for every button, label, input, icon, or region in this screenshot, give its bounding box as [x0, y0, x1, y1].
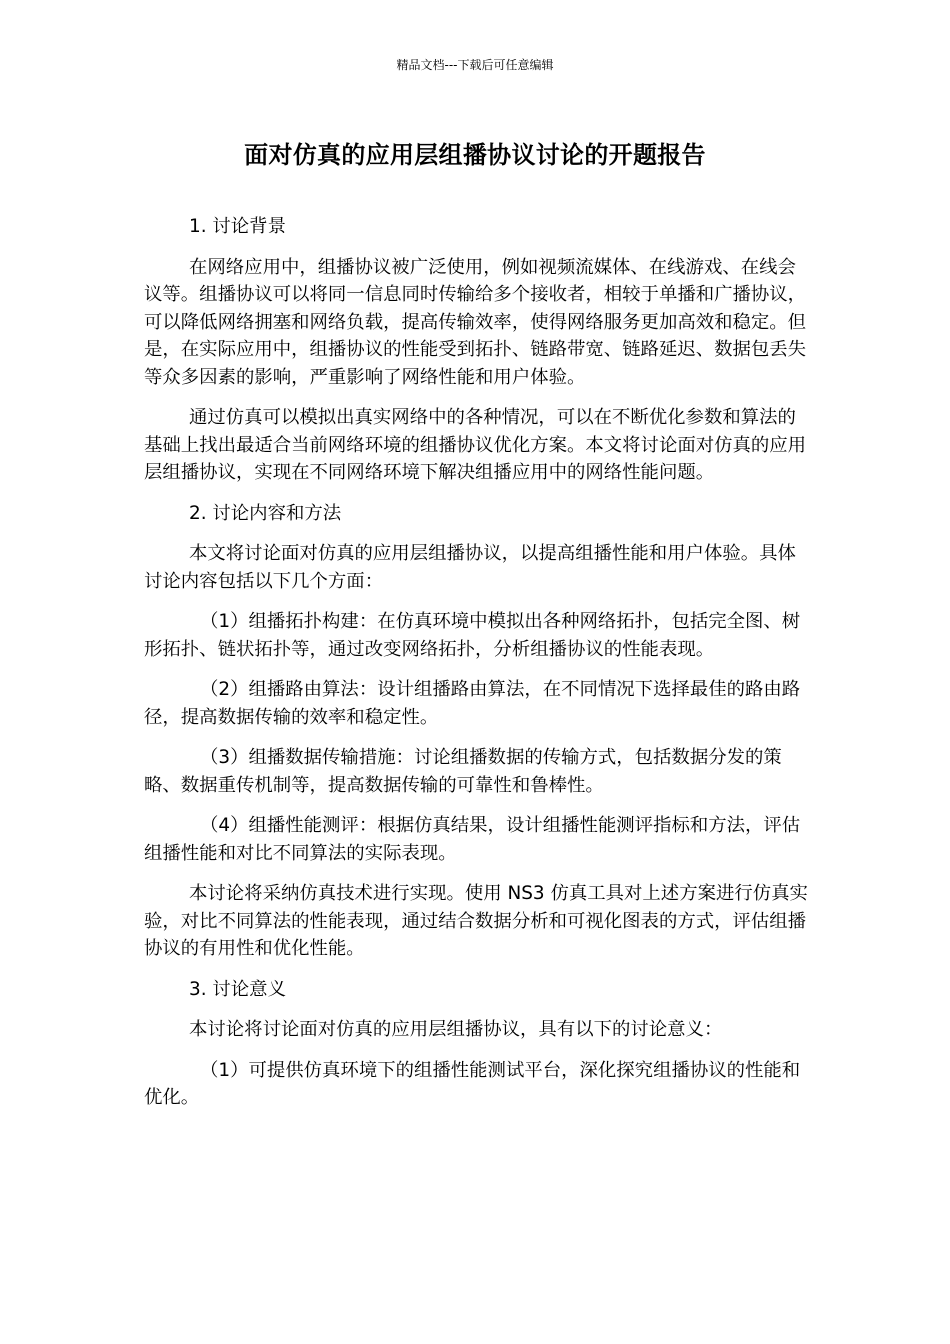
- page-header: 精品文档---下载后可任意编辑: [396, 58, 554, 72]
- list-item-evaluation: （4）组播性能测评：根据仿真结果，设计组播性能测评指标和方法，评估组播性能和对比不同算法的实际表现。: [144, 815, 801, 864]
- paragraph-significance-intro: 本讨论将讨论面对仿真的应用层组播协议，具有以下的讨论意义：: [189, 1019, 723, 1040]
- list-item-transmission: （3）组播数据传输措施：讨论组播数据的传输方式，包括数据分发的策略、数据重传机制等，提高数据传输的可靠性和鲁棒性。: [144, 747, 782, 796]
- section-heading-content-method: 2. 讨论内容和方法: [189, 502, 342, 524]
- section-heading-background: 1. 讨论背景: [189, 216, 286, 237]
- document-body: [144, 213, 808, 1125]
- document-title: 面对仿真的应用层组播协议讨论的开题报告: [244, 141, 706, 169]
- paragraph-background: 在网络应用中，组播协议被广泛使用，例如视频流媒体、在线游戏、在线会议等。组播协议可以将同一信息同时传输给多个接收者，相较于单播和广播协议，可以降低网络拥塞和网络负载，提高传输效率，使得网络服务更加高效和稳定。但是，在实际应用中，组播协议的性能受到拓扑、链路带宽、链路延迟、数据包丢失等众多因素的影响，严重影响了网络性能和用户体验。: [144, 256, 807, 388]
- list-item-significance-1: （1）可提供仿真环境下的组播性能测试平台，深化探究组播协议的性能和优化。: [144, 1059, 801, 1108]
- paragraph-content-intro: 本文将讨论面对仿真的应用层组播协议，以提高组播性能和用户体验。具体讨论内容包括以下几个方面：: [144, 543, 796, 592]
- list-item-routing: （2）组播路由算法：设计组播路由算法，在不同情况下选择最佳的路由路径，提高数据传输的效率和稳定性。: [144, 679, 801, 728]
- list-item-topology: （1）组播拓扑构建：在仿真环境中模拟出各种网络拓扑，包括完全图、树形拓扑、链状拓扑等，通过改变网络拓扑，分析组播协议的性能表现。: [144, 611, 801, 660]
- section-heading-significance: 3. 讨论意义: [189, 978, 286, 1000]
- paragraph-simulation: 通过仿真可以模拟出真实网络中的各种情况，可以在不断优化参数和算法的基础上找出最适合当前网络环境的组播协议优化方案。本文将讨论面对仿真的应用层组播协议，实现在不同网络环境下解决组播应用中的网络性能问题。: [144, 407, 807, 483]
- paragraph-method: 本讨论将采纳仿真技术进行实现。使用 NS3 仿真工具对上述方案进行仿真实验，对比不同算法的性能表现，通过结合数据分析和可视化图表的方式，评估组播协议的有用性和优化性能。: [144, 883, 808, 959]
